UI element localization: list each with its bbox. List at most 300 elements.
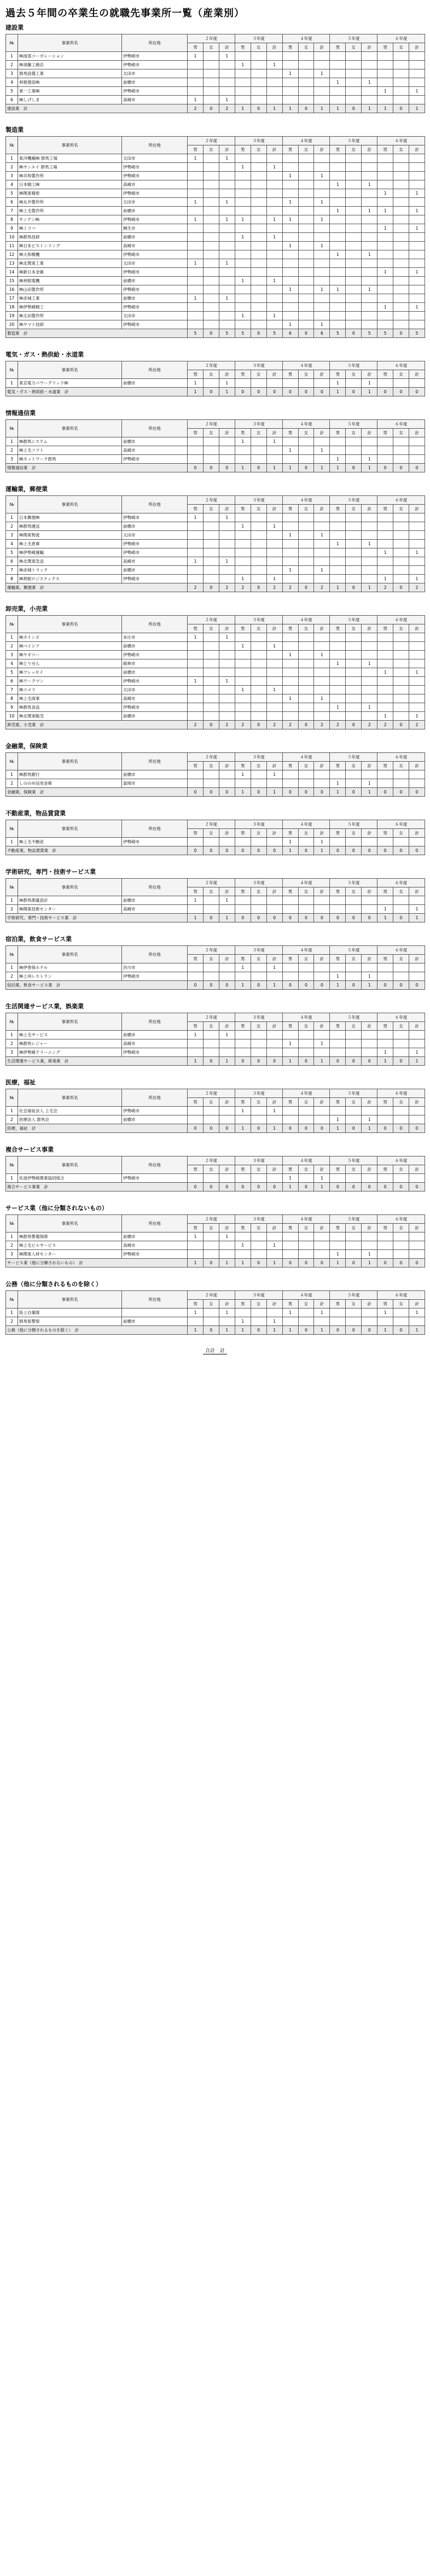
employer-location: 伊勢崎市 [122, 1174, 188, 1183]
count-cell [203, 905, 219, 914]
count-cell [266, 677, 282, 686]
count-cell [298, 1107, 314, 1115]
count-cell [377, 566, 393, 575]
header-year: ３年度 [235, 946, 282, 955]
subtotal-label: 電気・ガス・熱供給・水道業 計 [6, 388, 188, 396]
count-cell [298, 1241, 314, 1250]
count-cell [362, 770, 377, 779]
header-sex: 男 [377, 829, 393, 838]
row-number: 5 [6, 87, 18, 96]
count-cell [298, 1031, 314, 1039]
subtotal-cell: 0 [298, 1124, 314, 1133]
count-cell: 1 [330, 779, 346, 788]
count-cell [362, 686, 377, 694]
header-year: ４年度 [282, 1156, 330, 1165]
count-cell: 1 [330, 285, 346, 294]
header-sex: 計 [362, 829, 377, 838]
count-cell [346, 312, 362, 320]
header-sex: 計 [362, 1300, 377, 1309]
count-cell [251, 437, 266, 446]
subtotal-cell: 1 [188, 388, 204, 396]
subtotal-cell: 1 [377, 1057, 393, 1066]
count-cell: 1 [330, 455, 346, 464]
subtotal-cell: 2 [377, 583, 393, 592]
employer-name: ㈱カインズ [18, 633, 122, 642]
employer-location: 前橋市 [122, 712, 188, 721]
header-sex: 男 [282, 505, 298, 513]
count-cell [298, 838, 314, 846]
header-sex: 計 [314, 370, 330, 379]
count-cell [409, 437, 425, 446]
count-cell [219, 455, 235, 464]
subtotal-cell: 0 [346, 914, 362, 922]
employer-location: 高崎市 [122, 180, 188, 189]
count-cell [188, 189, 204, 198]
count-cell [393, 207, 409, 215]
header-year: ２年度 [188, 496, 235, 505]
count-cell: 1 [330, 379, 346, 388]
header-sex: 女 [298, 429, 314, 437]
count-cell: 1 [219, 379, 235, 388]
count-cell [203, 154, 219, 163]
header-location: 所在地 [122, 361, 188, 379]
count-cell [298, 651, 314, 659]
count-cell [409, 1250, 425, 1259]
subtotal-cell: 5 [409, 329, 425, 338]
header-no: № [6, 1089, 18, 1107]
subtotal-row [6, 1057, 425, 1066]
count-cell [330, 294, 346, 303]
row-number: 2 [6, 972, 18, 981]
count-cell [203, 1232, 219, 1241]
count-cell: 1 [330, 78, 346, 87]
count-cell [266, 69, 282, 78]
count-cell [266, 172, 282, 180]
count-cell [203, 207, 219, 215]
employer-location: 伊勢崎市 [122, 1250, 188, 1259]
employer-location: 前橋市 [122, 233, 188, 242]
count-cell [393, 1309, 409, 1317]
table-row [6, 694, 425, 703]
count-cell [362, 1241, 377, 1250]
industry-section [5, 809, 425, 855]
count-cell [251, 1174, 266, 1183]
subtotal-cell: 0 [330, 1057, 346, 1066]
count-cell [251, 566, 266, 575]
count-cell: 1 [235, 233, 251, 242]
count-cell [251, 838, 266, 846]
count-cell [235, 250, 251, 259]
header-sex: 女 [393, 762, 409, 770]
count-cell [251, 198, 266, 207]
header-sex: 計 [409, 887, 425, 896]
count-cell [362, 268, 377, 277]
row-number: 11 [6, 242, 18, 250]
subtotal-label: 情報通信業 計 [6, 464, 188, 472]
count-cell [362, 61, 377, 69]
count-cell [346, 540, 362, 548]
count-cell [393, 1031, 409, 1039]
employer-name: ㈱コメリ [18, 686, 122, 694]
count-cell [377, 61, 393, 69]
header-row-years [6, 34, 425, 43]
subtotal-label: 不動産業，物品賃貸業 計 [6, 846, 188, 855]
count-cell [314, 1317, 330, 1326]
subtotal-cell: 1 [362, 583, 377, 592]
header-year: ２年度 [188, 137, 235, 145]
header-sex: 女 [251, 887, 266, 896]
count-cell [282, 163, 298, 172]
count-cell [346, 163, 362, 172]
table-row [6, 268, 425, 277]
header-sex: 女 [203, 145, 219, 154]
count-cell [362, 172, 377, 180]
count-cell [330, 531, 346, 540]
header-year: ５年度 [330, 1215, 377, 1224]
count-cell: 1 [377, 303, 393, 312]
count-cell [298, 163, 314, 172]
count-cell [346, 294, 362, 303]
count-cell [266, 268, 282, 277]
employer-location: 伊勢崎市 [122, 575, 188, 583]
subtotal-cell: 0 [298, 583, 314, 592]
count-cell [235, 198, 251, 207]
subtotal-cell: 0 [298, 721, 314, 729]
subtotal-row [6, 464, 425, 472]
count-cell [266, 1232, 282, 1241]
header-sex: 女 [203, 624, 219, 633]
header-sex: 男 [377, 624, 393, 633]
header-sex: 計 [314, 1022, 330, 1031]
header-sex: 女 [393, 505, 409, 513]
subtotal-cell: 1 [330, 464, 346, 472]
row-number: 2 [6, 1241, 18, 1250]
header-sex: 女 [203, 43, 219, 52]
employer-location: 伊勢崎市 [122, 972, 188, 981]
count-cell [362, 548, 377, 557]
count-cell: 1 [330, 207, 346, 215]
header-year: ３年度 [235, 753, 282, 762]
header-sex: 男 [235, 43, 251, 52]
table-row [6, 1039, 425, 1048]
employer-location: 高崎市 [122, 1241, 188, 1250]
count-cell [330, 163, 346, 172]
section-title: 情報通信業 [5, 410, 36, 417]
header-sex: 女 [251, 955, 266, 963]
count-cell [251, 651, 266, 659]
count-cell [346, 677, 362, 686]
header-sex: 計 [362, 887, 377, 896]
count-cell [298, 659, 314, 668]
count-cell [314, 437, 330, 446]
count-cell [203, 259, 219, 268]
count-cell [330, 303, 346, 312]
count-cell [219, 320, 235, 329]
count-cell [203, 575, 219, 583]
count-cell [219, 189, 235, 198]
count-cell [298, 379, 314, 388]
header-year: ５年度 [330, 616, 377, 624]
count-cell [251, 548, 266, 557]
header-no: № [6, 820, 18, 838]
count-cell [393, 838, 409, 846]
count-cell [330, 651, 346, 659]
count-cell [203, 770, 219, 779]
subtotal-cell: 1 [362, 1259, 377, 1267]
row-number: 1 [6, 1174, 18, 1183]
employer-location: 渋川市 [122, 963, 188, 972]
employer-location: 伊勢崎市 [122, 172, 188, 180]
count-cell [203, 1250, 219, 1259]
industry-section [5, 604, 425, 729]
count-cell: 1 [330, 180, 346, 189]
header-sex: 男 [282, 43, 298, 52]
count-cell: 1 [219, 896, 235, 905]
subtotal-cell: 0 [298, 914, 314, 922]
employer-location: 前橋市 [122, 1115, 188, 1124]
count-cell [251, 694, 266, 703]
subtotal-cell: 1 [266, 1326, 282, 1335]
count-cell [377, 651, 393, 659]
count-cell [251, 277, 266, 285]
count-cell [362, 446, 377, 455]
count-cell [377, 285, 393, 294]
count-cell [393, 651, 409, 659]
count-cell [188, 575, 204, 583]
count-cell [282, 963, 298, 972]
sections-container [5, 23, 425, 1335]
count-cell [409, 96, 425, 104]
count-cell [314, 455, 330, 464]
count-cell [235, 285, 251, 294]
subtotal-cell: 1 [282, 846, 298, 855]
employer-table [5, 1290, 425, 1335]
header-sex: 男 [377, 1098, 393, 1107]
employer-name: ㈱とりせん [18, 659, 122, 668]
count-cell [282, 294, 298, 303]
count-cell [409, 838, 425, 846]
employer-location: 前橋市 [122, 522, 188, 531]
subtotal-label: 医療，福祉 計 [6, 1124, 188, 1133]
count-cell [251, 522, 266, 531]
count-cell [251, 642, 266, 651]
count-cell [282, 207, 298, 215]
header-sex: 女 [251, 624, 266, 633]
count-cell [188, 703, 204, 712]
count-cell [362, 437, 377, 446]
count-cell: 1 [377, 1309, 393, 1317]
subtotal-cell: 1 [330, 1259, 346, 1267]
header-sex: 女 [203, 1098, 219, 1107]
count-cell [251, 513, 266, 522]
employer-name: ㈱ワークマン [18, 677, 122, 686]
count-cell [409, 522, 425, 531]
count-cell [298, 566, 314, 575]
table-row [6, 379, 425, 388]
table-row [6, 78, 425, 87]
count-cell [330, 1309, 346, 1317]
count-cell [219, 1241, 235, 1250]
count-cell [346, 180, 362, 189]
count-cell [266, 1048, 282, 1057]
count-cell [362, 1309, 377, 1317]
table-row [6, 242, 425, 250]
count-cell [251, 668, 266, 677]
count-cell [203, 277, 219, 285]
header-year: ５年度 [330, 1089, 377, 1098]
header-sex: 計 [266, 1098, 282, 1107]
count-cell [346, 224, 362, 233]
count-cell [188, 659, 204, 668]
count-cell [362, 233, 377, 242]
count-cell [377, 972, 393, 981]
subtotal-cell: 0 [251, 388, 266, 396]
header-sex: 女 [251, 1224, 266, 1232]
count-cell [251, 78, 266, 87]
count-cell [282, 633, 298, 642]
header-sex: 女 [393, 624, 409, 633]
subtotal-cell: 0 [298, 981, 314, 990]
subtotal-cell: 0 [362, 1326, 377, 1335]
employer-name: 東京電力パワーグリッド㈱ [18, 379, 122, 388]
header-location: 所在地 [122, 34, 188, 52]
table-row [6, 250, 425, 259]
employer-name: ㈱日本ピストンリング [18, 242, 122, 250]
header-row-years [6, 137, 425, 145]
count-cell [282, 712, 298, 721]
row-number: 2 [6, 905, 18, 914]
count-cell [362, 1107, 377, 1115]
count-cell [362, 224, 377, 233]
subtotal-cell: 0 [393, 583, 409, 592]
table-row [6, 522, 425, 531]
count-cell: 1 [377, 189, 393, 198]
header-year: ３年度 [235, 361, 282, 370]
count-cell [393, 531, 409, 540]
count-cell [346, 659, 362, 668]
count-cell [219, 522, 235, 531]
subtotal-cell: 0 [251, 583, 266, 592]
count-cell: 1 [330, 659, 346, 668]
header-year: ４年度 [282, 820, 330, 829]
subtotal-cell: 2 [219, 104, 235, 113]
header-sex: 男 [188, 624, 204, 633]
count-cell [282, 96, 298, 104]
subtotal-cell: 0 [362, 846, 377, 855]
count-cell: 1 [362, 779, 377, 788]
subtotal-cell: 1 [266, 1124, 282, 1133]
header-year: ３年度 [235, 1215, 282, 1224]
count-cell: 1 [314, 446, 330, 455]
header-no: № [6, 1156, 18, 1174]
count-cell [330, 548, 346, 557]
count-cell [298, 770, 314, 779]
count-cell [266, 651, 282, 659]
header-no: № [6, 34, 18, 52]
employer-table [5, 878, 425, 922]
count-cell [203, 779, 219, 788]
count-cell [393, 566, 409, 575]
count-cell [409, 163, 425, 172]
count-cell [188, 694, 204, 703]
count-cell [362, 896, 377, 905]
header-sex: 男 [330, 370, 346, 379]
count-cell [362, 575, 377, 583]
subtotal-cell: 0 [235, 388, 251, 396]
count-cell [203, 1107, 219, 1115]
header-location: 所在地 [122, 946, 188, 963]
subtotal-cell: 0 [266, 914, 282, 922]
count-cell [330, 963, 346, 972]
table-row [6, 557, 425, 566]
table-row [6, 224, 425, 233]
count-cell [251, 268, 266, 277]
subtotal-cell: 0 [188, 1183, 204, 1191]
count-cell [235, 633, 251, 642]
count-cell [377, 180, 393, 189]
count-cell [298, 285, 314, 294]
count-cell [330, 224, 346, 233]
count-cell [314, 52, 330, 61]
header-sex: 男 [235, 1224, 251, 1232]
count-cell: 1 [362, 659, 377, 668]
count-cell [282, 87, 298, 96]
header-year: ４年度 [282, 616, 330, 624]
subtotal-cell: 1 [219, 1326, 235, 1335]
subtotal-label: 学術研究，専門・技術サービス業 計 [6, 914, 188, 922]
subtotal-cell: 0 [409, 464, 425, 472]
header-sex: 男 [330, 1022, 346, 1031]
count-cell: 1 [314, 651, 330, 659]
count-cell [393, 61, 409, 69]
count-cell [203, 557, 219, 566]
count-cell [251, 1241, 266, 1250]
count-cell [393, 312, 409, 320]
row-number: 4 [6, 180, 18, 189]
count-cell [203, 566, 219, 575]
count-cell [251, 1048, 266, 1057]
header-year: ３年度 [235, 820, 282, 829]
count-cell [377, 437, 393, 446]
subtotal-cell: 1 [330, 981, 346, 990]
count-cell [314, 189, 330, 198]
count-cell [282, 513, 298, 522]
header-year: ４年度 [282, 1291, 330, 1300]
subtotal-cell: 0 [266, 388, 282, 396]
table-row [6, 770, 425, 779]
subtotal-cell: 1 [362, 981, 377, 990]
header-no: № [6, 361, 18, 379]
row-number: 1 [6, 963, 18, 972]
count-cell [251, 712, 266, 721]
employer-name: ㈱ヤマト技研 [18, 320, 122, 329]
header-location: 所在地 [122, 1156, 188, 1174]
count-cell [251, 1309, 266, 1317]
header-sex: 計 [219, 1300, 235, 1309]
subtotal-cell: 0 [346, 721, 362, 729]
count-cell [393, 250, 409, 259]
header-sex: 計 [409, 1098, 425, 1107]
header-no: № [6, 137, 18, 154]
count-cell: 1 [235, 686, 251, 694]
count-cell [235, 294, 251, 303]
header-no: № [6, 879, 18, 896]
subtotal-cell: 0 [346, 1124, 362, 1133]
count-cell [393, 659, 409, 668]
subtotal-cell: 0 [298, 464, 314, 472]
header-year: ４年度 [282, 34, 330, 43]
count-cell [377, 513, 393, 522]
